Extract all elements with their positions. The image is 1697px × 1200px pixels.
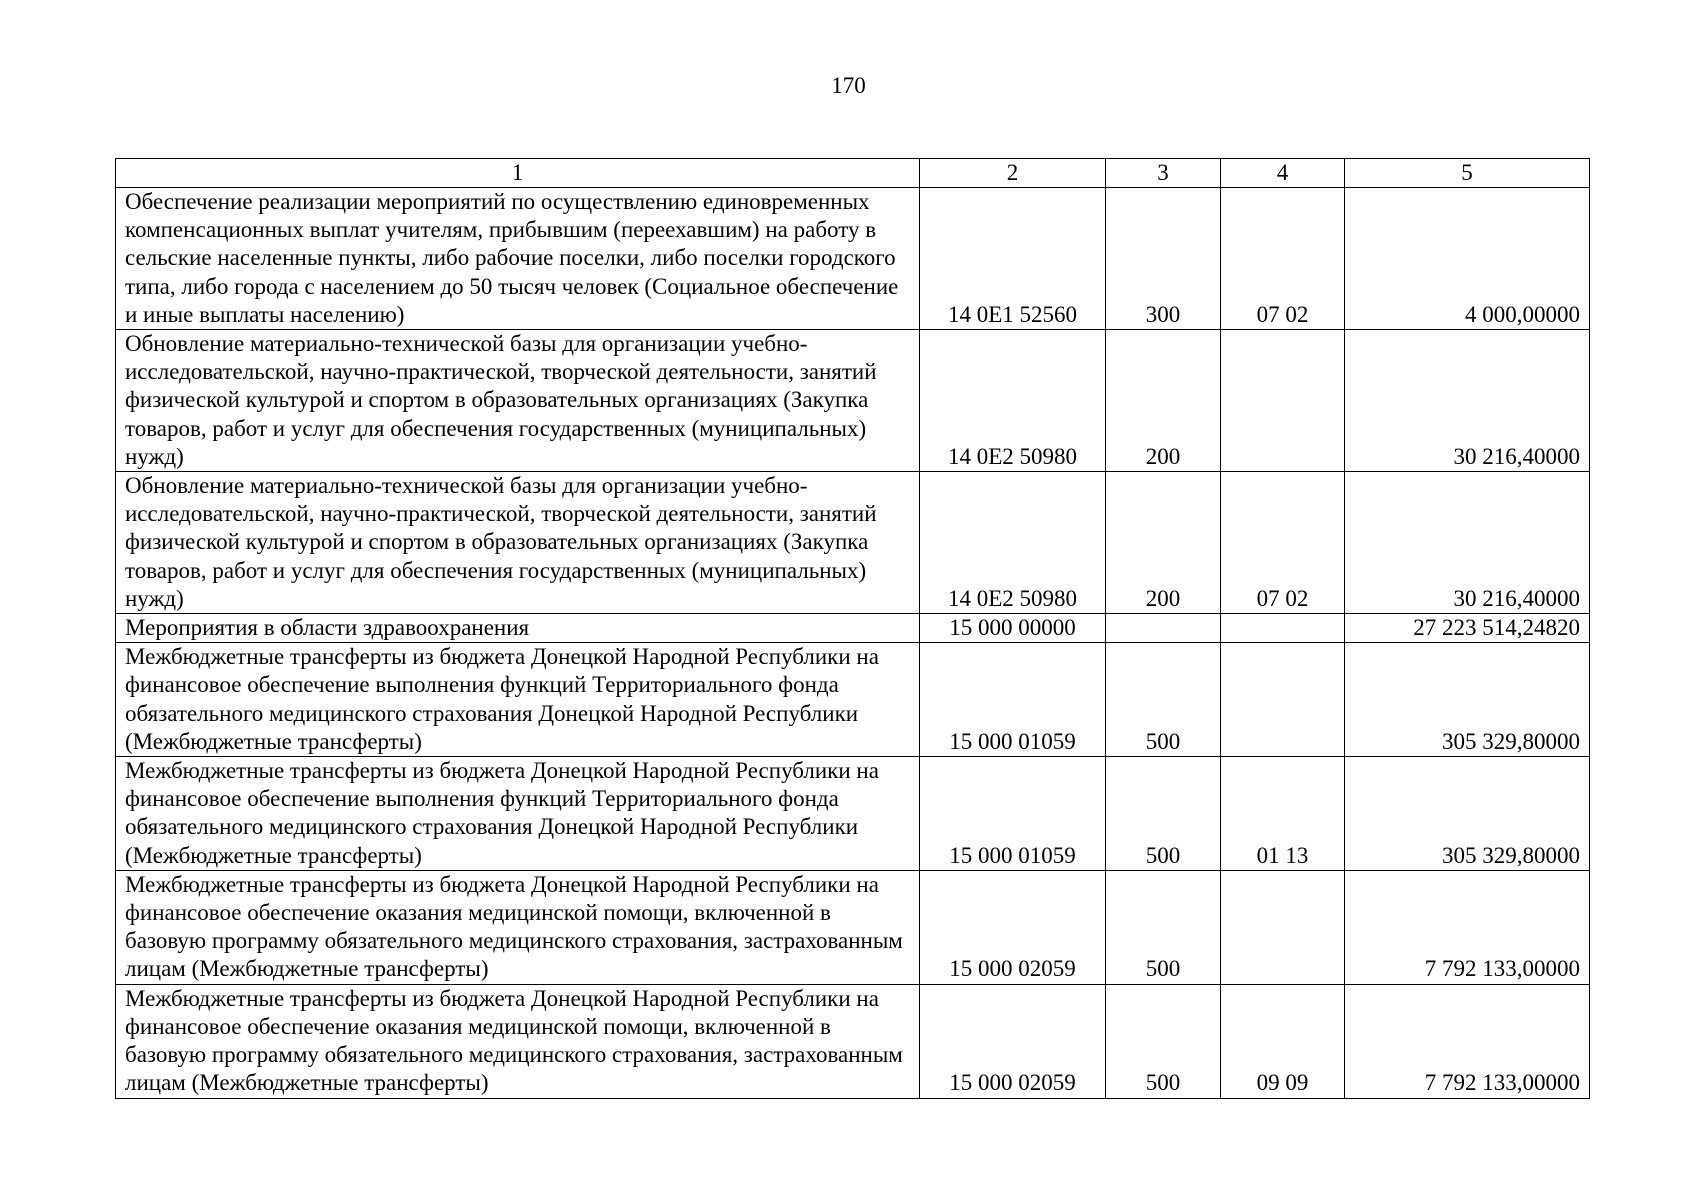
row-amount: 27 223 514,24820 [1345, 614, 1590, 643]
table-row [116, 870, 1590, 984]
row-name: Обновление материально-технической базы для организации учебно-исследовательской, научно-практической, творческой деятельности, занятий физической культурой и спортом в образовательных организациях (Закупка товаров, работ и услуг для обеспечения государственных (муниципальных) нужд) [116, 330, 920, 472]
row-name: Межбюджетные трансферты из бюджета Донецкой Народной Республики на финансовое обеспечение оказания медицинской помощи, включенной в базовую программу обязательного медицинского страхования, застрахованным лицам (Межбюджетные трансферты) [116, 870, 920, 984]
row-code: 14 0E2 50980 [920, 330, 1106, 472]
row-name: Межбюджетные трансферты из бюджета Донецкой Народной Республики на финансовое обеспечение выполнения функций Территориального фонда обязательного медицинского страхования Донецкой Народной Республики (Межбюджетные трансферты) [116, 757, 920, 871]
row-code: 15 000 02059 [920, 984, 1106, 1098]
row-type: 500 [1106, 870, 1221, 984]
table-row [116, 472, 1590, 614]
row-code: 14 0E2 50980 [920, 472, 1106, 614]
row-code: 15 000 00000 [920, 614, 1106, 643]
row-type: 500 [1106, 757, 1221, 871]
header-col-4: 4 [1221, 159, 1345, 188]
row-amount: 305 329,80000 [1345, 757, 1590, 871]
row-name: Межбюджетные трансферты из бюджета Донецкой Народной Республики на финансовое обеспечение выполнения функций Территориального фонда обязательного медицинского страхования Донецкой Народной Республики (Межбюджетные трансферты) [116, 643, 920, 757]
row-section: 07 02 [1221, 472, 1345, 614]
row-amount: 4 000,00000 [1345, 188, 1590, 330]
row-name: Межбюджетные трансферты из бюджета Донецкой Народной Республики на финансовое обеспечение оказания медицинской помощи, включенной в базовую программу обязательного медицинского страхования, застрахованным лицам (Межбюджетные трансферты) [116, 984, 920, 1098]
row-type [1106, 614, 1221, 643]
row-code: 14 0E1 52560 [920, 188, 1106, 330]
row-name: Обеспечение реализации мероприятий по осуществлению единовременных компенсационных выплат учителям, прибывшим (переехавшим) на работу в сельские населенные пункты, либо рабочие поселки, либо поселки городского типа, либо города с населением до 50 тысяч человек (Социальное обеспечение и иные выплаты населению) [116, 188, 920, 330]
row-type: 200 [1106, 330, 1221, 472]
header-col-2: 2 [920, 159, 1106, 188]
row-amount: 7 792 133,00000 [1345, 984, 1590, 1098]
row-section [1221, 330, 1345, 472]
row-section: 09 09 [1221, 984, 1345, 1098]
header-col-5: 5 [1345, 159, 1590, 188]
row-type: 200 [1106, 472, 1221, 614]
row-type: 300 [1106, 188, 1221, 330]
header-col-1: 1 [116, 159, 920, 188]
row-section [1221, 614, 1345, 643]
table-header-row [116, 159, 1590, 188]
row-code: 15 000 01059 [920, 643, 1106, 757]
row-name: Мероприятия в области здравоохранения [116, 614, 920, 643]
table-row [116, 614, 1590, 643]
row-type: 500 [1106, 643, 1221, 757]
row-amount: 305 329,80000 [1345, 643, 1590, 757]
row-name: Обновление материально-технической базы для организации учебно-исследовательской, научно-практической, творческой деятельности, занятий физической культурой и спортом в образовательных организациях (Закупка товаров, работ и услуг для обеспечения государственных (муниципальных) нужд) [116, 472, 920, 614]
table-row [116, 757, 1590, 871]
row-code: 15 000 01059 [920, 757, 1106, 871]
header-col-3: 3 [1106, 159, 1221, 188]
row-amount: 7 792 133,00000 [1345, 870, 1590, 984]
table-row [116, 984, 1590, 1098]
row-section: 07 02 [1221, 188, 1345, 330]
table-row [116, 330, 1590, 472]
row-amount: 30 216,40000 [1345, 330, 1590, 472]
budget-table [115, 158, 1590, 1099]
page-number: 170 [831, 73, 866, 98]
row-section [1221, 870, 1345, 984]
row-amount: 30 216,40000 [1345, 472, 1590, 614]
row-type: 500 [1106, 984, 1221, 1098]
row-section [1221, 643, 1345, 757]
row-code: 15 000 02059 [920, 870, 1106, 984]
table-row [116, 643, 1590, 757]
row-section: 01 13 [1221, 757, 1345, 871]
table-row [116, 188, 1590, 330]
